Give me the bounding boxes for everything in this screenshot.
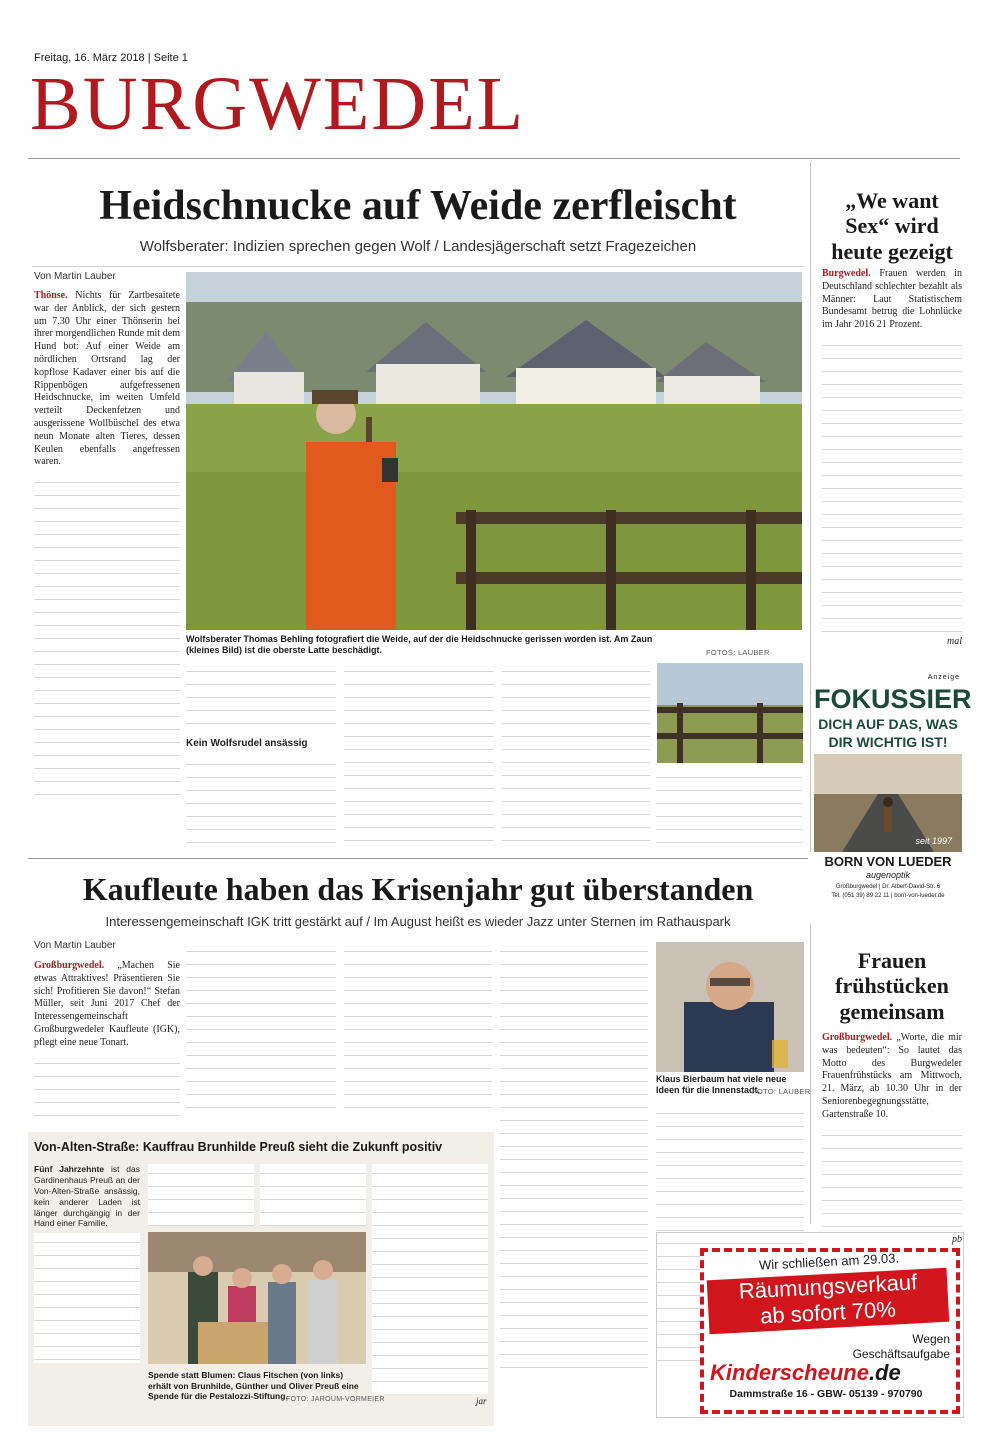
second-byline: Von Martin Lauber [34,940,116,951]
ad-fokussier-line1: FOKUSSIER [814,684,972,714]
second-body-col3 [344,942,492,1116]
second-body-col4 [500,942,648,1372]
third-signature: jar [476,1396,487,1406]
lead-deck: Wolfsberater: Indizien sprechen gegen Wolf / Landesjägerschaft setzt Fragezeichen [139,238,697,255]
lead-body-col4 [502,662,650,846]
third-body-col4 [372,1164,488,1394]
ad-ks-address: Dammstraße 16 - GBW- 05139 - 970790 [729,1388,923,1400]
third-photo [148,1232,366,1364]
ad-ks-offer: ab sofort 70% [759,1296,897,1329]
ad-phone: Tel. (051 39) 89 22 11 | born-von-lueder.de [831,893,945,899]
lead-photo-credit: FOTOS: LAUBER [706,648,770,657]
fourth-lead: „Worte, die mir was bedeuten“: So lautet das Motto des Burgwedeler Frauenfrühstücks am Mittwoch, 21. März, ab 10.30 Uhr in der Seniorenbegegnungsstätte, Gartenstraße 10. [822,1032,962,1120]
ad-ks-reason1: Wegen [912,1332,950,1346]
second-lead: „Machen Sie etwas Attraktives! Präsentieren Sie sich! Profitieren Sie davon!“ Stefan Müller, seit Juni 2017 Chef der Interessengemeinschaft Großburgwedeler Kaufleute (IGK), pflegt eine neue Tonart. [34,960,180,1048]
ad-ks-headline: Räumungsverkauf [738,1269,918,1304]
fourth-body [822,1032,962,1245]
fourth-body-unread [822,1126,962,1234]
ad-ks-tld: .de [868,1360,901,1385]
ad-ks-top: Wir schließen am 29.03. [758,1250,900,1273]
third-headline-kicker: Von-Alten-Straße: [34,1140,140,1154]
ad-since: seit 1997 [915,836,952,846]
third-headline [34,1140,490,1154]
masthead: BURGWEDEL [30,62,526,146]
lead-body-unread [34,473,180,803]
lead-body-col3 [344,662,494,846]
lead-photo-caption: Wolfsberater Thomas Behling fotografiert die Weide, auf der die Heidschnucke gerissen worden ist. Am Zaun (kleines Bild) ist die oberste Latte beschädigt. [186,634,653,656]
third-photo-credit: FOTO: JAROUM-VORMEIER [286,1396,385,1403]
ad-fokussier-line2: DICH AUF DAS, WAS [818,716,958,732]
issue-meta: Freitag, 16. März 2018 | Seite 1 [34,52,188,64]
third-lead: ist das Gardinenhaus Preuß an der Von-Alten-Straße ansässig, kein anderer Laden ist länger durchgängig in der Hand einer Familie. [34,1164,140,1229]
ad-ks-brand: Kinderscheune [710,1360,869,1385]
lead-headline: Heidschnucke auf Weide zerfleischt [99,183,737,229]
third-body-col3 [260,1164,366,1226]
second-photo-caption: Klaus Bierbaum hat viele neue Ideen für die Innenstadt. [656,1074,787,1096]
fourth-headline: Frauen frühstücken gemeinsam [835,948,949,1024]
third-body-col2 [148,1164,254,1226]
ad-fokussier-line3: DIR WICHTIG IST! [828,734,948,750]
third-lead-bold: Fünf Jahrzehnte [34,1164,105,1174]
lead-place: Thönse. [34,290,68,301]
lead-body-col1 [34,290,180,846]
ad-label: Anzeige [927,674,960,681]
fourth-signature: pb [952,1233,962,1245]
ad-sub: augenoptik [865,870,911,880]
sidebar-body-unread [822,336,962,636]
sidebar-lead: Frauen werden in Deutschland schlechter bezahlt als Männer: Laut Statistischem Bundesamt betrug die Lohnlücke im Jahr 2016 21 Prozent. [822,268,963,331]
fence-inset-photo [656,662,804,764]
ad-kinderscheune [700,1248,960,1414]
second-photo [656,942,804,1072]
ad-ks-brand-wrap [710,1360,901,1386]
sidebar-body [822,268,962,656]
lead-body-col5 [656,768,802,846]
masthead-rule [28,158,960,159]
lead-body-col2 [186,662,336,846]
lead-lead: Nichts für Zartbesaitete war der Anblick, der sich gestern um 7.30 Uhr einer Thönserin bei ihrer morgendlichen Runde mit dem Hund bot: Auf einer Weide am nördlichen Ortsrand lag der kopflose Kadaver einer bis auf die Rippenbögen aufgefressenen Heidschnucke, im weiten Umfeld verteilt Deckenfetzen und ausgerissene Wollbüschel des etwa neun Monate alten Tieres, dessen Keulen ebenfalls angefressen waren. [34,290,180,468]
sidebar-place: Burgwedel. [822,268,871,279]
lead-byline: Von Martin Lauber [34,271,116,282]
sidebar-headline: „We want Sex“ wird heute gezeigt [831,188,953,264]
ad-ks-reason2: Geschäftsaufgabe [852,1347,950,1361]
second-photo-credit: FOTO: LAUBER [752,1087,811,1096]
second-deck: Interessengemeinschaft IGK tritt gestärkt auf / Im August heißt es wieder Jazz unter Sternen im Rathauspark [105,914,731,929]
second-body-col1 [34,960,180,1116]
ad-brand: BORN VON LUEDER [824,854,952,869]
second-body-col2 [186,942,336,1116]
second-headline: Kaufleute haben das Krisenjahr gut überstanden [82,871,754,907]
second-place: Großburgwedel. [34,960,105,971]
sidebar-signature: mal [947,635,962,647]
third-headline-text: Kauffrau Brunhilde Preuß sieht die Zukunft positiv [142,1140,443,1154]
ad-fokussier [814,674,972,908]
third-photo-caption: Spende statt Blumen: Claus Fitschen (von links) erhält von Brunhilde, Günther und Oliver Preuß eine Spende für die Pestalozzi-Stiftung. [148,1370,359,1402]
lead-subhead: Kein Wolfsrudel ansässig [186,738,308,749]
third-body-col1 [34,1164,140,1404]
fourth-place: Großburgwedel. [822,1032,893,1043]
lead-photo [186,272,802,630]
ad-address: Großburgwedel | Dr. Albert-David-Str. 6 [835,884,941,890]
